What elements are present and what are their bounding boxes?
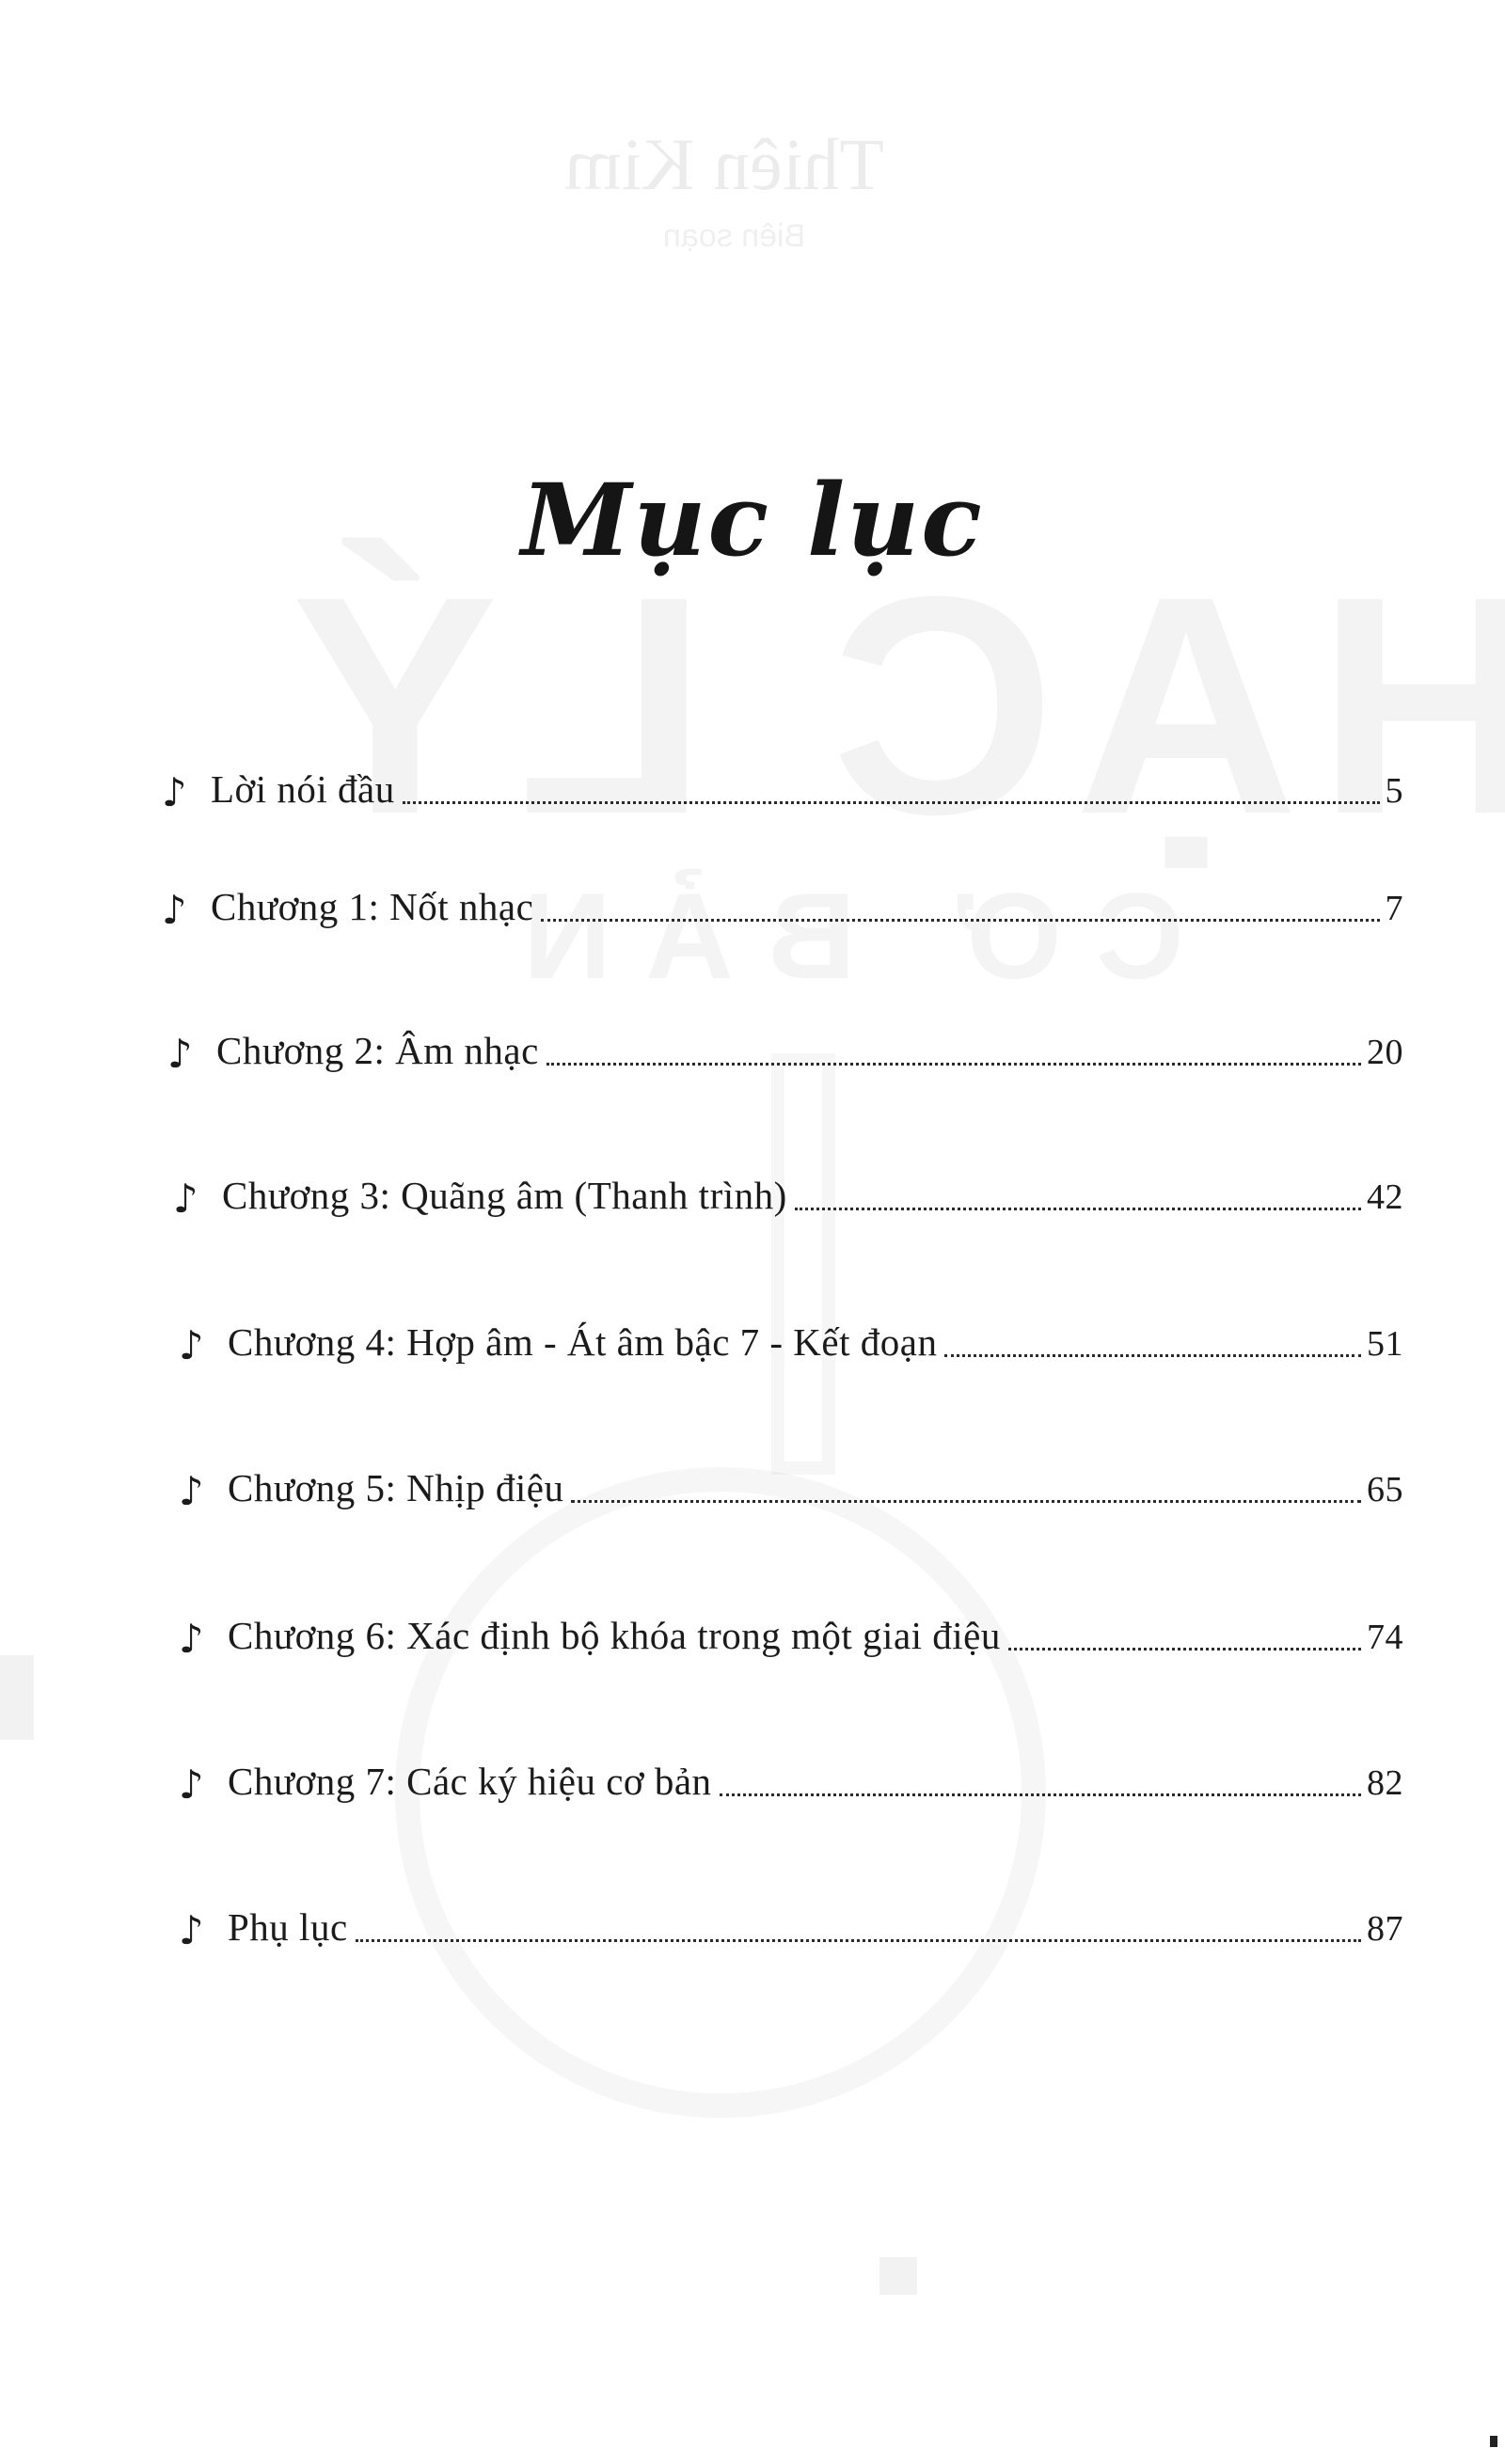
toc-entry-label: Chương 6: Xác định bộ khóa trong một giai điệu	[228, 1614, 1001, 1657]
dot-leader	[547, 1063, 1361, 1066]
toc-entry[interactable]	[162, 870, 1403, 933]
toc-entry-page: 87	[1367, 1909, 1403, 1949]
music-note-icon: ♪	[179, 1907, 205, 1953]
dot-leader	[795, 1208, 1361, 1210]
music-note-icon: ♪	[162, 887, 188, 933]
toc-entry-label: Lời nói đầu	[211, 767, 395, 811]
page-title: Mục lục	[521, 461, 984, 578]
music-note-icon: ♪	[179, 1761, 205, 1808]
dot-leader	[356, 1939, 1361, 1942]
music-note-icon: ♪	[167, 1031, 194, 1077]
toc-entry-page: 20	[1367, 1033, 1403, 1072]
dot-leader	[944, 1354, 1361, 1357]
toc-entry-label: Chương 2: Âm nhạc	[216, 1029, 539, 1072]
dot-leader	[403, 801, 1380, 804]
music-note-icon: ♪	[179, 1322, 205, 1368]
toc-entry-label: Chương 7: Các ký hiệu cơ bản	[228, 1760, 712, 1803]
dot-leader	[571, 1500, 1361, 1503]
toc-entry-page: 7	[1385, 889, 1403, 928]
dot-leader	[541, 919, 1379, 922]
dot-leader	[1008, 1648, 1361, 1651]
toc-entry[interactable]	[179, 1599, 1403, 1662]
toc-entry-page: 82	[1367, 1763, 1403, 1803]
toc-entry-page: 42	[1367, 1177, 1403, 1217]
toc-entry-label: Chương 5: Nhịp điệu	[228, 1466, 564, 1509]
toc-entry[interactable]	[173, 1159, 1403, 1222]
toc-entry-page: 65	[1367, 1470, 1403, 1509]
toc-entry-page: 51	[1367, 1324, 1403, 1364]
toc-entry-label: Chương 3: Quãng âm (Thanh trình)	[222, 1174, 787, 1217]
dot-leader	[720, 1793, 1361, 1796]
music-note-icon: ♪	[179, 1616, 205, 1662]
music-note-icon: ♪	[179, 1468, 205, 1514]
music-note-icon: ♪	[162, 769, 188, 815]
toc-entry-label: Chương 1: Nốt nhạc	[211, 885, 534, 928]
toc-entry-page: 74	[1367, 1618, 1403, 1657]
toc-entry[interactable]	[167, 1014, 1403, 1077]
page-corner-mark	[1490, 2436, 1497, 2447]
toc-entry[interactable]	[179, 1890, 1403, 1953]
toc-entry[interactable]	[179, 1745, 1403, 1808]
toc-entry-label: Phụ lục	[228, 1905, 348, 1949]
toc-entry-label: Chương 4: Hợp âm - Át âm bậc 7 - Kết đoạn	[228, 1320, 938, 1364]
music-note-icon: ♪	[173, 1176, 199, 1222]
toc-entry[interactable]	[179, 1451, 1403, 1514]
toc-entry[interactable]	[162, 752, 1403, 815]
show-through-author: Thiên Kim	[564, 123, 885, 205]
toc-entry[interactable]	[179, 1305, 1403, 1368]
show-through-author-sub: Biên soạn	[663, 218, 806, 254]
toc-entry-page: 5	[1385, 771, 1403, 811]
